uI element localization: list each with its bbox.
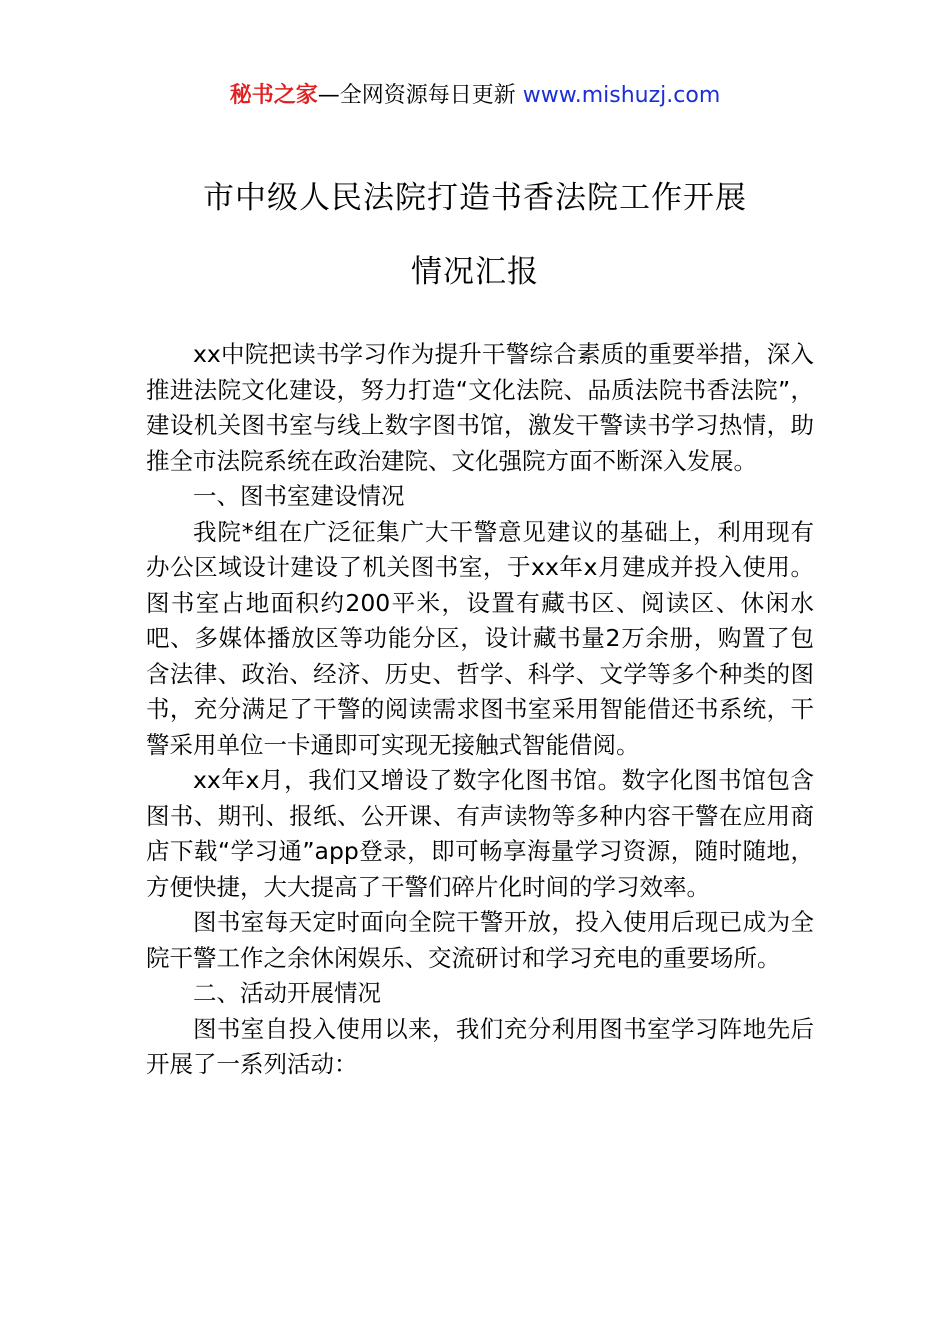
section-heading-1: 一、图书室建设情况 <box>193 482 405 510</box>
site-brand: 秘书之家 <box>229 83 318 108</box>
section-heading-2: 二、活动开展情况 <box>193 979 381 1007</box>
paragraph-intro: xx中院把读书学习作为提升干警综合素质的重要举措，深入推进法院文化建设，努力打造“文化法院、品质法院书香法院”，建设机关图书室与线上数字图书馆，激发干警读书学习热情，助推全市法院系统在政治建院、文化强院方面不断深入发展。 <box>146 340 814 475</box>
paragraph-digital-library: xx年x月，我们又增设了数字化图书馆。数字化图书馆包含图书、期刊、报纸、公开课、有声读物等多种内容干警在应用商店下载“学习通”app登录，即可畅享海量学习资源，随时随地，方便快捷，大大提高了干警们碎片化时间的学习效率。 <box>146 766 814 901</box>
site-header <box>0 82 950 110</box>
document-body <box>146 337 814 1083</box>
paragraph-library-construction: 我院*组在广泛征集广大干警意见建议的基础上，利用现有办公区域设计建设了机关图书室，于xx年x月建成并投入使用。图书室占地面积约200平米，设置有藏书区、阅读区、休闲水吧、多媒体播放区等功能分区，设计藏书量2万余册，购置了包含法律、政治、经济、历史、哲学、科学、文学等多个种类的图书，充分满足了干警的阅读需求图书室采用智能借还书系统，干警采用单位一卡通即可实现无接触式智能借阅。 <box>146 517 814 759</box>
site-tagline: —全网资源每日更新 <box>317 83 516 108</box>
paragraph-opening-hours: 图书室每天定时面向全院干警开放，投入使用后现已成为全院干警工作之余休闲娱乐、交流研讨和学习充电的重要场所。 <box>146 908 814 972</box>
title-line-2: 情况汇报 <box>411 254 539 290</box>
title-line-1: 市中级人民法院打造书香法院工作开展 <box>203 180 747 216</box>
paragraph-activities: 图书室自投入使用以来，我们充分利用图书室学习阵地先后开展了一系列活动： <box>146 1014 814 1078</box>
site-url-link[interactable]: www.mishuzj.com <box>522 83 721 108</box>
document-title <box>0 176 950 294</box>
